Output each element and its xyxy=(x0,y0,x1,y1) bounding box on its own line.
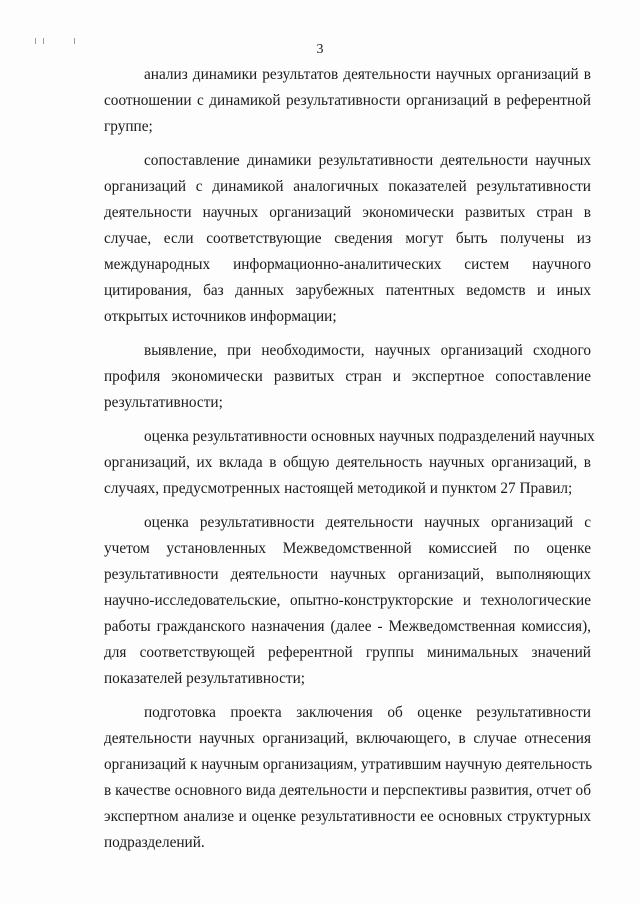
paragraph xyxy=(104,700,591,856)
text-line: организаций, их вклада в общую деятельность научных организаций, в xyxy=(104,454,591,471)
text-line: экспертном анализе и оценке результативности ее основных структурных xyxy=(104,808,591,825)
text-line: оценка результативности деятельности научных организаций с xyxy=(144,514,591,531)
text-line: подготовка проекта заключения об оценке результативности xyxy=(144,704,591,721)
paragraph xyxy=(104,338,591,416)
text-line: случаях, предусмотренных настоящей методикой и пунктом 27 Правил; xyxy=(104,480,573,497)
paragraph xyxy=(104,510,591,692)
text-line: результативности деятельности научных организаций, выполняющих xyxy=(104,566,591,583)
paragraph xyxy=(104,62,591,140)
text-line: выявление, при необходимости, научных организаций сходного xyxy=(144,342,591,359)
text-line: анализ динамики результатов деятельности научных организаций в xyxy=(144,66,591,83)
text-line: открытых источников информации; xyxy=(104,308,337,325)
text-line: показателей результативности; xyxy=(104,670,306,687)
text-line: сопоставление динамики результативности деятельности научных xyxy=(144,152,591,169)
text-line: международных информационно-аналитических систем научного xyxy=(104,256,591,273)
text-line: работы гражданского назначения (далее - Межведомственная комиссия), xyxy=(104,618,591,635)
text-line: профиля экономически развитых стран и экспертное сопоставление xyxy=(104,368,591,385)
text-line: организаций к научным организациям, утратившим научную деятельность xyxy=(104,756,593,773)
text-line: группе; xyxy=(104,118,153,135)
text-line: деятельности научных организаций, включающего, в случае отнесения xyxy=(104,730,591,747)
text-line: случае, если соответствующие сведения могут быть получены из xyxy=(104,230,591,247)
text-line: оценка результативности основных научных подразделений научных xyxy=(144,428,595,445)
paragraph xyxy=(104,424,595,502)
document-body xyxy=(104,62,595,864)
text-line: подразделений. xyxy=(104,834,205,851)
paragraph xyxy=(104,148,591,330)
text-line: цитирования, баз данных зарубежных патентных ведомств и иных xyxy=(104,282,591,299)
text-line: результативности; xyxy=(104,394,223,411)
text-line: в качестве основного вида деятельности и перспективы развития, отчет об xyxy=(104,782,591,799)
text-line: организаций с динамикой аналогичных показателей результативности xyxy=(104,178,591,195)
page-number: 3 xyxy=(316,42,324,57)
text-line: деятельности научных организаций экономически развитых стран в xyxy=(104,204,591,221)
text-line: учетом установленных Межведомственной комиссией по оценке xyxy=(104,540,591,557)
text-line: соотношении с динамикой результативности организаций в референтной xyxy=(104,92,591,109)
text-line: научно-исследовательские, опытно-конструкторские и технологические xyxy=(104,592,591,609)
text-line: для соответствующей референтной группы минимальных значений xyxy=(104,644,591,661)
